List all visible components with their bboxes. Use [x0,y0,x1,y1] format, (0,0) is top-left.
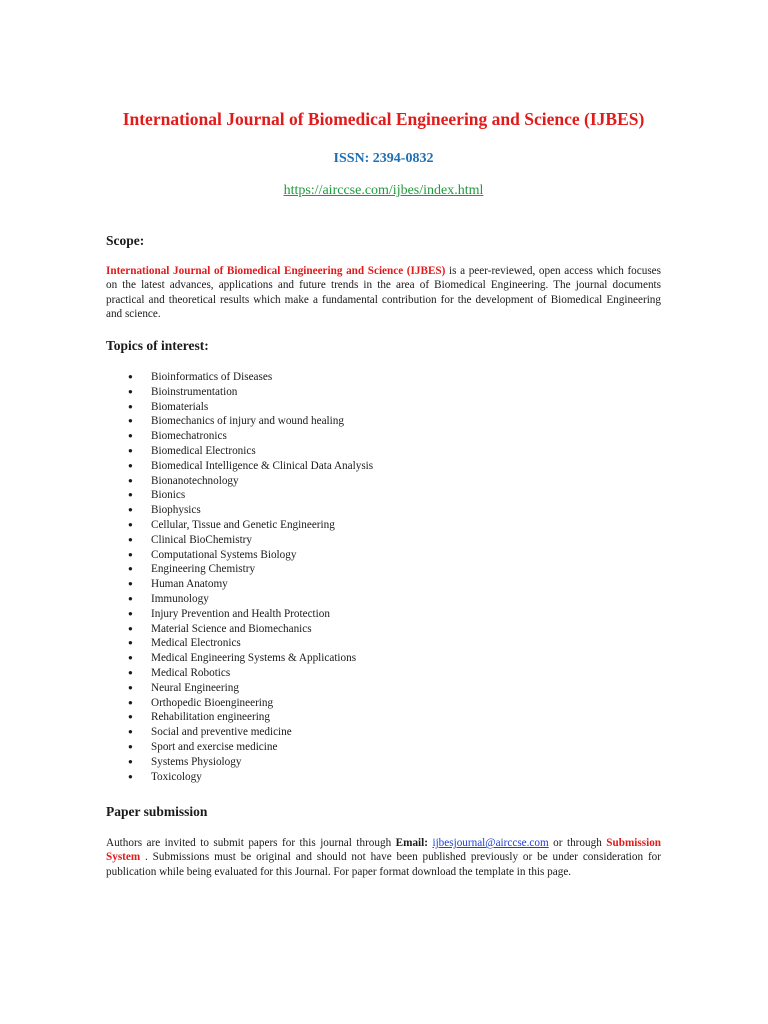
bullet-icon: ● [128,475,133,485]
bullet-icon: ● [128,579,133,589]
bullet-icon: ● [128,593,133,603]
topic-item [106,725,373,740]
topic-label: Cellular, Tissue and Genetic Engineering [151,518,335,531]
bullet-icon: ● [128,549,133,559]
topic-item [106,681,373,696]
bullet-icon: ● [128,431,133,441]
submission-heading: Paper submission [106,804,208,819]
topic-label: Bionics [151,489,186,502]
topic-label: Medical Electronics [151,637,241,650]
topic-item [106,474,373,489]
topic-item [106,592,373,607]
topic-label: Material Science and Biomechanics [151,622,312,635]
submission-text-end: . Submissions must be original and should not have been published previously or be under consideration for publication while being evaluated for this Journal. For paper format download the template in this page. [106,851,661,878]
bullet-icon: ● [128,445,133,455]
bullet-icon: ● [128,682,133,692]
topic-item [106,429,373,444]
bullet-icon: ● [128,534,133,544]
topic-label: Biomedical Intelligence & Clinical Data Analysis [151,459,374,472]
bullet-icon: ● [128,505,133,515]
bullet-icon: ● [128,490,133,500]
topic-item [106,740,373,755]
topic-item [106,636,373,651]
email-link[interactable]: ijbesjournal@airccse.com [432,837,549,849]
bullet-icon: ● [128,638,133,648]
topic-label: Injury Prevention and Health Protection [151,607,330,620]
topic-item [106,400,373,415]
bullet-icon: ● [128,416,133,426]
topic-item [106,577,373,592]
topic-label: Clinical BioChemistry [151,533,252,546]
bullet-icon: ● [128,712,133,722]
topics-heading: Topics of interest: [106,338,209,353]
topics-list [106,370,373,784]
bullet-icon: ● [128,564,133,574]
topic-item [106,710,373,725]
bullet-icon: ● [128,771,133,781]
topic-item [106,444,373,459]
topic-label: Biomaterials [151,400,209,413]
topic-label: Immunology [151,592,209,605]
bullet-icon: ● [128,667,133,677]
topic-item [106,370,373,385]
topic-label: Social and preventive medicine [151,726,292,739]
topic-item [106,622,373,637]
topic-label: Engineering Chemistry [151,563,256,576]
topic-label: Sport and exercise medicine [151,740,278,753]
topic-item [106,385,373,400]
journal-url-link[interactable]: https://airccse.com/ijbes/index.html [283,183,484,198]
topic-item [106,607,373,622]
topic-label: Orthopedic Bioengineering [151,696,274,709]
bullet-icon: ● [128,741,133,751]
journal-url [106,182,661,200]
bullet-icon: ● [128,727,133,737]
email-label: Email: [395,837,428,849]
bullet-icon: ● [128,653,133,663]
submission-or-through: or through [548,837,602,849]
topic-item [106,562,373,577]
bullet-icon: ● [128,372,133,381]
topic-label: Bioinstrumentation [151,385,238,398]
topic-item [106,488,373,503]
topic-item [106,696,373,711]
topic-label: Medical Engineering Systems & Applications [151,652,357,665]
topic-label: Bionanotechnology [151,474,239,487]
issn-number: ISSN: 2394-0832 [333,151,434,166]
submission-text-start: Authors are invited to submit papers for this journal through [106,837,396,849]
topic-item [106,666,373,681]
bullet-icon: ● [128,386,133,396]
topic-item [106,533,373,548]
topic-item [106,755,373,770]
topic-label: Rehabilitation engineering [151,711,270,724]
bullet-icon: ● [128,697,133,707]
scope-text: is a peer-reviewed, open access which focuses on the latest advances, applications and future trends in the area of Biomedical Engineering. The journal documents practical and theoretical results which make a fundamental contribution for the development of Biomedical Engineering and science. [106,265,662,320]
scope-journal-name: International Journal of Biomedical Engineering and Science (IJBES) [106,265,446,277]
bullet-icon: ● [128,756,133,766]
topic-label: Medical Robotics [151,666,231,679]
topic-item [106,770,373,785]
topic-label: Biophysics [151,504,201,517]
submission-system-link[interactable]: Submission System [106,837,662,864]
topic-item [106,548,373,563]
submission-paragraph [106,836,661,879]
scope-paragraph [106,264,661,321]
topic-label: Biomechanics of injury and wound healing [151,415,344,428]
topic-label: Systems Physiology [151,755,242,768]
topic-label: Biomechatronics [151,430,227,443]
topic-item [106,518,373,533]
bullet-icon: ● [128,519,133,529]
journal-title: International Journal of Biomedical Engineering and Science (IJBES) [122,109,645,129]
topic-label: Biomedical Electronics [151,444,256,457]
topic-label: Human Anatomy [151,578,228,591]
topic-label: Bioinformatics of Diseases [151,371,273,383]
topic-label: Neural Engineering [151,681,239,694]
topic-item [106,459,373,474]
topic-item [106,651,373,666]
bullet-icon: ● [128,401,133,411]
bullet-icon: ● [128,608,133,618]
topic-label: Computational Systems Biology [151,548,297,561]
topic-item [106,414,373,429]
bullet-icon: ● [128,623,133,633]
topic-label: Toxicology [151,770,202,783]
bullet-icon: ● [128,460,133,470]
topic-item [106,503,373,518]
scope-heading: Scope: [106,233,145,248]
